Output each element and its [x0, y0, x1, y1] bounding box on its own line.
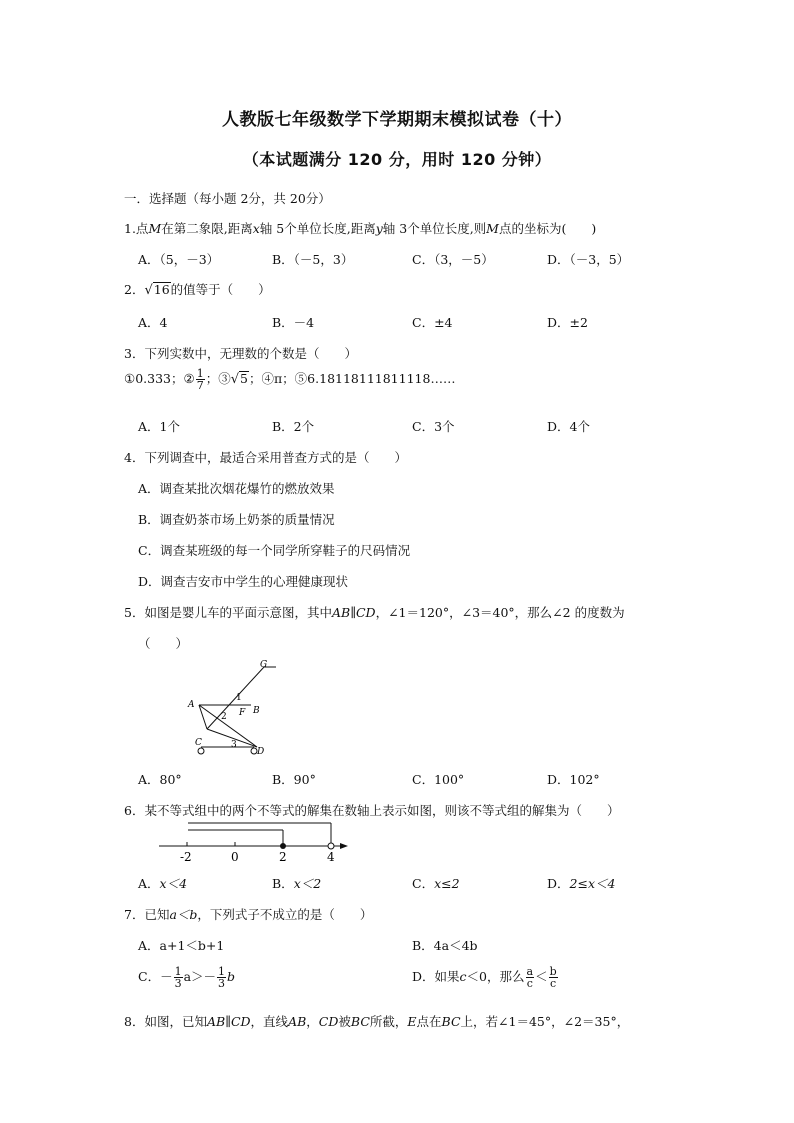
label-c: C [195, 738, 202, 748]
angle-1-label: 1 [236, 693, 242, 703]
closed-point-2 [280, 843, 286, 849]
q2-option-a: A．4 [138, 315, 168, 330]
q7-option-d: D．如果c＜0，那么 $\frac{a}{c}$ ＜ $\frac{b}{c}$ [412, 965, 557, 990]
q3-option-c: C．3个 [412, 419, 455, 434]
question-1: 1.点M在第二象限,距离x轴 5个单位长度,距离y轴 3个单位长度,则M点的坐标为( ) [124, 221, 597, 236]
page-title: 人教版七年级数学下学期期末模拟试卷（十） [222, 110, 572, 130]
page-subtitle: （本试题满分 120 分，用时 120 分钟） [242, 150, 552, 169]
q5-stem-paren: （ ） [138, 636, 189, 651]
question-3: 3．下列实数中，无理数的个数是（ ） [124, 346, 357, 361]
q1-option-a: A．（5，－3） [138, 252, 220, 267]
q3-option-a: A．1个 [138, 419, 180, 434]
q6-number-line [155, 818, 355, 864]
q6-option-a: A．x＜4 [138, 876, 188, 891]
question-6: 6．某不等式组中的两个不等式的解集在数轴上表示如图，则该不等式组的解集为（ ） [124, 803, 620, 818]
question-7: 7．已知a＜b，下列式子不成立的是（ ） [124, 907, 373, 922]
q3-option-b: B．2个 [272, 419, 315, 434]
q2-option-c: C．±4 [412, 315, 453, 330]
tick-label: 4 [327, 850, 335, 864]
q7-option-b: B．4a＜4b [412, 938, 478, 953]
q5-option-a: A．80° [138, 772, 182, 787]
q4-option-c: C．调查某班级的每一个同学所穿鞋子的尺码情况 [138, 543, 411, 558]
q3-option-d: D．4个 [547, 419, 590, 434]
angle-3-label: 3 [231, 740, 237, 750]
question-2: 2．√16的值等于（ ） [124, 282, 271, 298]
wheel-c [198, 748, 204, 754]
q6-option-d: D．2≤x＜4 [547, 876, 616, 891]
q6-option-c: C．x≤2 [412, 876, 460, 891]
q2-radicand: 16 [153, 282, 170, 297]
q4-option-a: A．调查某批次烟花爆竹的燃放效果 [138, 481, 335, 496]
q4-option-b: B．调查奶茶市场上奶茶的质量情况 [138, 512, 335, 527]
tick-label: -2 [180, 850, 192, 864]
label-d: D [257, 747, 265, 757]
label-a: A [188, 700, 195, 710]
tick-label: 2 [279, 850, 287, 864]
q7-option-a: A．a+1＜b+1 [138, 938, 225, 953]
section-heading: 一．选择题（每小题 2分，共 20分） [124, 191, 331, 206]
q5-option-b: B．90° [272, 772, 316, 787]
q5-option-d: D．102° [547, 772, 600, 787]
angle-2-label: 2 [221, 712, 227, 722]
label-g: G [260, 660, 268, 670]
q5-figure [185, 655, 285, 760]
q2-option-b: B．－4 [272, 315, 315, 330]
label-b: B [253, 706, 260, 716]
q3-items: ①0.333；② $\frac{1}{7}$ ；③√5；④π；⑤6.18118111811118…… [124, 367, 456, 392]
q5-option-c: C．100° [412, 772, 465, 787]
q6-option-b: B．x＜2 [272, 876, 322, 891]
question-5: 5．如图是婴儿车的平面示意图，其中AB∥CD，∠1＝120°，∠3＝40°，那么∠2 的度数为 [124, 605, 625, 620]
question-4: 4．下列调查中，最适合采用普查方式的是（ ） [124, 450, 407, 465]
q1-option-c: C．（3，－5） [412, 252, 494, 267]
question-8: 8．如图，已知AB∥CD，直线AB，CD被BC所截，E点在BC上，若∠1＝45°，∠2＝35°， [124, 1014, 630, 1029]
open-point-4 [328, 843, 334, 849]
label-f: F [239, 708, 246, 718]
q1-option-b: B．（－5，3） [272, 252, 354, 267]
q2-option-d: D．±2 [547, 315, 588, 330]
tick-label: 0 [231, 850, 239, 864]
q4-option-d: D．调查吉安市中学生的心理健康现状 [138, 574, 349, 589]
q1-option-d: D．（－3，5） [547, 252, 630, 267]
q7-option-c: C．－ $\frac{1}{3}$ a＞－ $\frac{1}{3}$ b [138, 965, 236, 990]
